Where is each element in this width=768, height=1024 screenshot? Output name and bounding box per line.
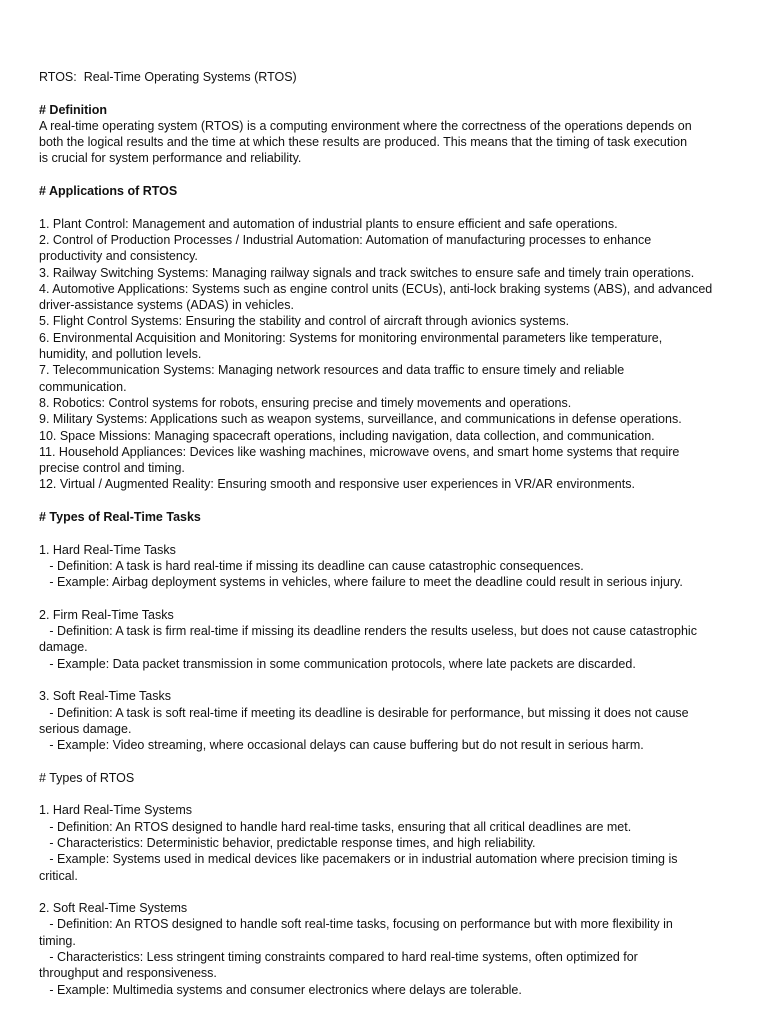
list-item: 8. Robotics: Control systems for robots, ensuring precise and timely movements and operations. bbox=[39, 395, 572, 410]
list-item: 1. Hard Real-Time Systems bbox=[39, 803, 193, 818]
list-item: damage. bbox=[39, 640, 88, 655]
document-title: RTOS: Real-Time Operating Systems (RTOS) bbox=[39, 70, 297, 84]
definition-line: A real-time operating system (RTOS) is a computing environment where the correctness of the operations depends on bbox=[39, 118, 692, 133]
hard-task-section bbox=[39, 542, 739, 591]
applications-list bbox=[39, 216, 739, 493]
list-item: - Characteristics: Less stringent timing constraints compared to hard real-time systems, often optimized for bbox=[39, 950, 638, 965]
list-item: 5. Flight Control Systems: Ensuring the stability and control of aircraft through avionics systems. bbox=[39, 314, 570, 329]
document-page bbox=[39, 69, 739, 998]
rtos-types-heading: # Types of RTOS bbox=[39, 770, 135, 785]
definition-section bbox=[39, 118, 739, 167]
list-item: 4. Automotive Applications: Systems such as engine control units (ECUs), anti-lock braking systems (ABS), and advanced bbox=[39, 281, 713, 296]
list-item: timing. bbox=[39, 933, 76, 948]
list-item: 3. Soft Real-Time Tasks bbox=[39, 689, 171, 704]
list-item: precise control and timing. bbox=[39, 461, 185, 476]
firm-task-section bbox=[39, 607, 739, 672]
list-item: 3. Railway Switching Systems: Managing railway signals and track switches to ensure safe and timely train operations. bbox=[39, 265, 695, 280]
list-item: - Definition: A task is hard real-time if missing its deadline can cause catastrophic consequences. bbox=[39, 558, 584, 573]
list-item: driver-assistance systems (ADAS) in vehicles. bbox=[39, 298, 294, 313]
list-item: 2. Soft Real-Time Systems bbox=[39, 901, 188, 916]
list-item: - Example: Systems used in medical devices like pacemakers or in industrial automation where precision timing is bbox=[39, 852, 678, 867]
list-item: - Definition: A task is soft real-time if meeting its deadline is desirable for performance, but missing it does not cause bbox=[39, 705, 689, 720]
list-item: critical. bbox=[39, 868, 78, 883]
list-item: - Characteristics: Deterministic behavior, predictable response times, and high reliability. bbox=[39, 835, 536, 850]
list-item: - Example: Data packet transmission in some communication protocols, where late packets are discarded. bbox=[39, 656, 636, 671]
list-item: 11. Household Appliances: Devices like washing machines, microwave ovens, and smart home systems that require bbox=[39, 444, 680, 459]
definition-line: is crucial for system performance and reliability. bbox=[39, 151, 302, 166]
definition-line: both the logical results and the time at which these results are produced. This means that the timing of task execution bbox=[39, 135, 688, 150]
spacer bbox=[39, 525, 739, 541]
spacer bbox=[39, 199, 739, 215]
task-types-heading: # Types of Real-Time Tasks bbox=[39, 510, 201, 525]
list-item: humidity, and pollution levels. bbox=[39, 347, 202, 362]
list-item: serious damage. bbox=[39, 721, 132, 736]
list-item: throughput and responsiveness. bbox=[39, 966, 217, 981]
spacer bbox=[39, 672, 739, 688]
definition-heading: # Definition bbox=[39, 102, 108, 117]
hard-rtos-section bbox=[39, 802, 739, 883]
soft-rtos-section bbox=[39, 900, 739, 998]
spacer bbox=[39, 167, 739, 183]
list-item: 9. Military Systems: Applications such as weapon systems, surveillance, and communications in defense operations. bbox=[39, 412, 682, 427]
spacer bbox=[39, 786, 739, 802]
list-item: 1. Hard Real-Time Tasks bbox=[39, 542, 176, 557]
list-item: 12. Virtual / Augmented Reality: Ensuring smooth and responsive user experiences in VR/AR environments. bbox=[39, 477, 635, 492]
list-item: communication. bbox=[39, 379, 127, 394]
list-item: 1. Plant Control: Management and automation of industrial plants to ensure efficient and safe operations. bbox=[39, 216, 618, 231]
list-item: - Example: Multimedia systems and consumer electronics where delays are tolerable. bbox=[39, 982, 522, 997]
spacer bbox=[39, 85, 739, 101]
list-item: - Definition: A task is firm real-time if missing its deadline renders the results useless, but does not cause catastrophic bbox=[39, 624, 697, 639]
spacer bbox=[39, 753, 739, 769]
list-item: productivity and consistency. bbox=[39, 249, 198, 264]
list-item: 2. Firm Real-Time Tasks bbox=[39, 607, 174, 622]
list-item: - Definition: An RTOS designed to handle hard real-time tasks, ensuring that all critical deadlines are met. bbox=[39, 819, 632, 834]
list-item: - Example: Airbag deployment systems in vehicles, where failure to meet the deadline could result in serious injury. bbox=[39, 575, 683, 590]
list-item: 6. Environmental Acquisition and Monitoring: Systems for monitoring environmental parameters like temperature, bbox=[39, 330, 663, 345]
spacer bbox=[39, 493, 739, 509]
list-item: 7. Telecommunication Systems: Managing network resources and data traffic to ensure timely and reliable bbox=[39, 363, 625, 378]
list-item: - Definition: An RTOS designed to handle soft real-time tasks, focusing on performance but with more flexibility in bbox=[39, 917, 673, 932]
list-item: 10. Space Missions: Managing spacecraft operations, including navigation, data collection, and communication. bbox=[39, 428, 655, 443]
applications-heading: # Applications of RTOS bbox=[39, 184, 178, 199]
list-item: 2. Control of Production Processes / Industrial Automation: Automation of manufacturing processes to enhance bbox=[39, 232, 652, 247]
list-item: - Example: Video streaming, where occasional delays can cause buffering but do not result in serious harm. bbox=[39, 738, 644, 753]
spacer bbox=[39, 591, 739, 607]
soft-task-section bbox=[39, 688, 739, 753]
spacer bbox=[39, 884, 739, 900]
